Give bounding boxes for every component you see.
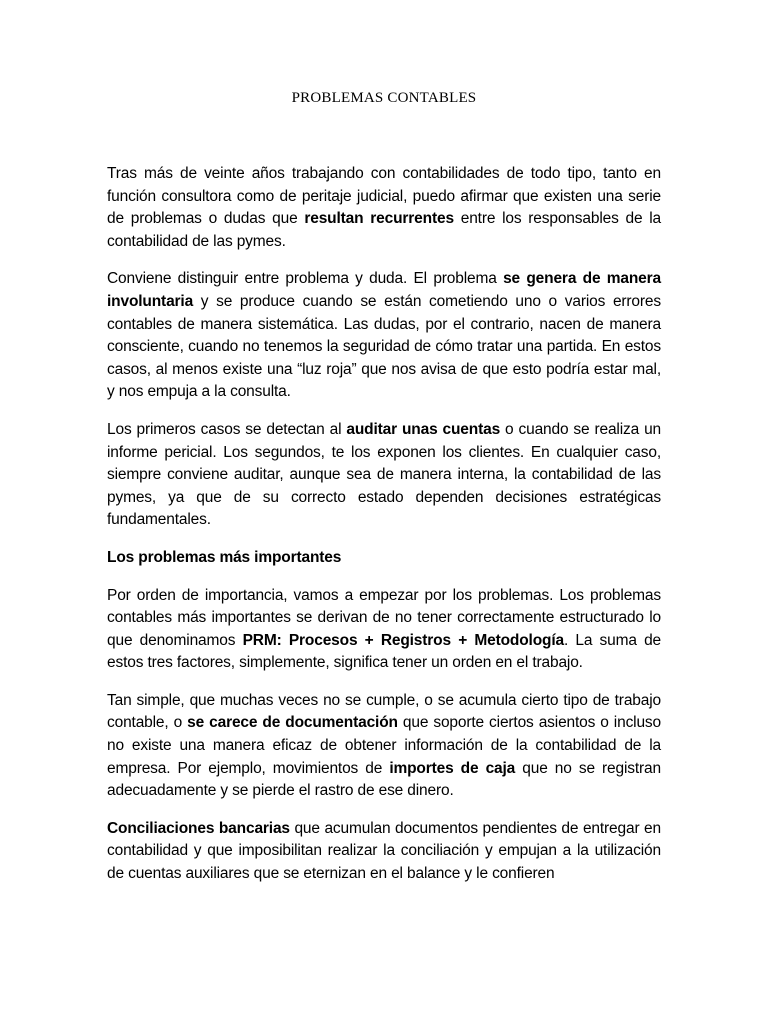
paragraph-1 (107, 163, 661, 253)
paragraph-5-bold-2: importes de caja (389, 759, 516, 777)
paragraph-2 (107, 268, 661, 404)
paragraph-2-bold-1: se genera de manera involuntaria (107, 270, 661, 310)
paragraph-3-text-1: Los primeros casos se detectan al (107, 420, 347, 438)
paragraph-6-text-1: que acumulan documentos pendientes de entregar en contabilidad y que imposibilitan realizar la conciliación y empujan a la utilización de cuentas auxiliares que se eternizan en el balance y le confieren (107, 819, 661, 883)
paragraph-1-text-1: Tras más de veinte años trabajando con contabilidades de todo tipo, tanto en función consultora como de peritaje judicial, puedo afirmar que existen una serie de problemas o dudas que (107, 165, 661, 228)
paragraph-3-text-2: o cuando se realiza un informe pericial. Los segundos, te los exponen los clientes. En cualquier caso, siempre conviene auditar, aunque sea de manera interna, la contabilidad de las pymes, ya que de su correcto estado dependen decisiones estratégicas fundamentales. (107, 420, 662, 529)
paragraph-1-bold-1: resultan recurrentes (304, 210, 454, 228)
paragraph-4-text-1: Por orden de importancia, vamos a empezar por los problemas. Los problemas contables más importantes se derivan de no tener correctamente estructurado lo que denominamos (107, 586, 661, 649)
paragraph-5-text-2: que soporte ciertos asientos o incluso no existe una manera eficaz de obtener información de la contabilidad de la empresa. Por ejemplo, movimientos de (107, 714, 661, 777)
paragraph-3-bold-1: auditar unas cuentas (346, 420, 501, 438)
paragraph-2-text-1: Conviene distinguir entre problema y duda. El problema (107, 270, 504, 288)
document-body (107, 163, 661, 901)
paragraph-4-bold-1: PRM: Procesos + Registros + Metodología (242, 631, 564, 649)
paragraph-1-text-2: entre los responsables de la contabilidad de las pymes. (107, 210, 662, 250)
paragraph-4-text-2: . La suma de estos tres factores, simplemente, significa tener un orden en el trabajo. (107, 631, 662, 672)
paragraph-3 (107, 419, 661, 532)
paragraph-5-text-3: que no se registran adecuadamente y se pierde el rastro de ese dinero. (107, 759, 661, 800)
paragraph-6 (107, 818, 661, 886)
section-heading: Los problemas más importantes (107, 548, 342, 566)
paragraph-2-text-2: y se produce cuando se están cometiendo uno o varios errores contables de manera sistemática. Las dudas, por el contrario, nacen de manera consciente, cuando no tenemos la seguridad de cómo tratar una partida. En estos casos, al menos existe una “luz roja” que nos avisa de que esto podría estar mal, y nos empuja a la consulta. (107, 292, 661, 401)
paragraph-5-text-1: Tan simple, que muchas veces no se cumple, o se acumula cierto tipo de trabajo contable, o (107, 691, 661, 732)
paragraph-4 (107, 585, 661, 675)
document-title: PROBLEMAS CONTABLES (291, 90, 477, 106)
paragraph-5-bold-1: se carece de documentación (187, 714, 398, 732)
paragraph-6-bold-1: Conciliaciones bancarias (107, 819, 290, 837)
paragraph-5 (107, 690, 661, 803)
